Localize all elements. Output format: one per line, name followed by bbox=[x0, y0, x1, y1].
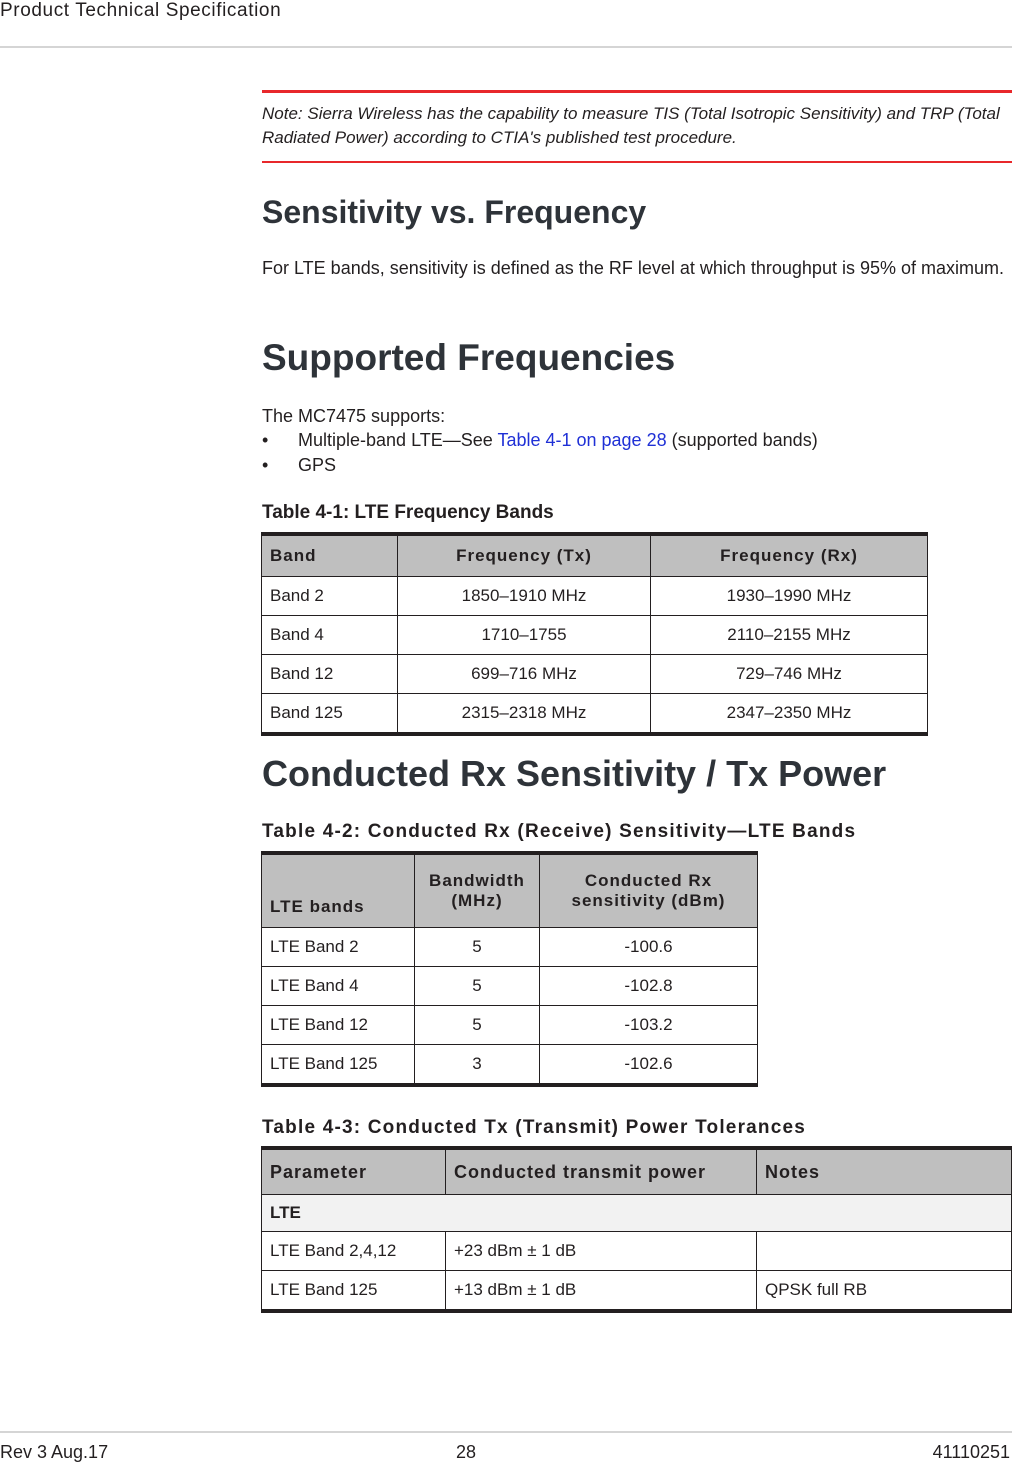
table-4-2-caption: Table 4-2: Conducted Rx (Receive) Sensitivity—LTE Bands bbox=[262, 821, 857, 842]
cell-rx-sensitivity: -102.6 bbox=[540, 1045, 758, 1086]
table-row bbox=[262, 1045, 758, 1086]
lte-frequency-bands-table bbox=[261, 532, 928, 736]
cell-band: Band 2 bbox=[262, 577, 398, 616]
cell-notes: QPSK full RB bbox=[757, 1271, 1012, 1312]
cell-rx-sensitivity: -102.8 bbox=[540, 967, 758, 1006]
note-text: Note: Sierra Wireless has the capability to measure TIS (Total Isotropic Sensitivity) and TRP (Total Radiated Power) according to CTIA's published test procedure. bbox=[262, 104, 1000, 147]
table-row bbox=[262, 928, 758, 967]
header-rule bbox=[0, 46, 1012, 48]
conducted-tx-power-table bbox=[261, 1146, 1012, 1313]
cell-frequency-rx: 729–746 MHz bbox=[651, 655, 928, 694]
cell-lte-band: LTE Band 2 bbox=[262, 928, 415, 967]
cell-band: Band 4 bbox=[262, 616, 398, 655]
cell-bandwidth: 5 bbox=[415, 928, 540, 967]
cell-lte-band: LTE Band 125 bbox=[262, 1045, 415, 1086]
cell-lte-band: LTE Band 4 bbox=[262, 967, 415, 1006]
sensitivity-paragraph: For LTE bands, sensitivity is defined as the RF level at which throughput is 95% of maximum. bbox=[262, 258, 1004, 278]
cell-parameter: LTE Band 2,4,12 bbox=[262, 1232, 446, 1271]
col-header-transmit-power: Conducted transmit power bbox=[446, 1148, 757, 1195]
footer-doc-number: 41110251 bbox=[932, 1442, 1010, 1462]
table-row bbox=[262, 1271, 1012, 1312]
table-group-row bbox=[262, 1195, 1012, 1232]
table-row bbox=[262, 1006, 758, 1045]
table-row bbox=[262, 577, 928, 616]
cell-rx-sensitivity: -103.2 bbox=[540, 1006, 758, 1045]
cell-frequency-rx: 1930–1990 MHz bbox=[651, 577, 928, 616]
col-header-notes: Notes bbox=[757, 1148, 1012, 1195]
conducted-rx-sensitivity-table bbox=[261, 851, 758, 1087]
heading-supported-frequencies: Supported Frequencies bbox=[262, 337, 676, 378]
note-top-rule bbox=[262, 90, 1012, 93]
table-4-3-caption: Table 4-3: Conducted Tx (Transmit) Power Tolerances bbox=[262, 1117, 807, 1138]
cell-bandwidth: 5 bbox=[415, 1006, 540, 1045]
cell-parameter: LTE Band 125 bbox=[262, 1271, 446, 1312]
cell-transmit-power: +23 dBm ± 1 dB bbox=[446, 1232, 757, 1271]
heading-sensitivity-vs-frequency: Sensitivity vs. Frequency bbox=[262, 194, 647, 230]
running-header: Product Technical Specification bbox=[0, 0, 282, 21]
cell-frequency-tx: 1710–1755 bbox=[398, 616, 651, 655]
bullet-item-gps: GPS bbox=[298, 455, 337, 475]
bullet-item-lte bbox=[298, 430, 818, 451]
bullet-glyph: • bbox=[262, 455, 269, 475]
cell-frequency-tx: 1850–1910 MHz bbox=[398, 577, 651, 616]
table-row bbox=[262, 967, 758, 1006]
col-header-lte-bands: LTE bands bbox=[262, 853, 415, 928]
footer-revision: Rev 3 Aug.17 bbox=[0, 1442, 109, 1462]
note-bottom-rule bbox=[262, 161, 1012, 163]
cell-frequency-rx: 2347–2350 MHz bbox=[651, 694, 928, 735]
footer-page-number: 28 bbox=[456, 1442, 477, 1462]
bullet-lte-suffix: (supported bands) bbox=[666, 430, 818, 450]
table-row bbox=[262, 1232, 1012, 1271]
cell-frequency-tx: 699–716 MHz bbox=[398, 655, 651, 694]
col-header-parameter: Parameter bbox=[262, 1148, 446, 1195]
cell-bandwidth: 5 bbox=[415, 967, 540, 1006]
table-row bbox=[262, 694, 928, 735]
bullet-lte-text: Multiple-band LTE—See bbox=[298, 430, 498, 450]
cell-rx-sensitivity: -100.6 bbox=[540, 928, 758, 967]
cell-frequency-tx: 2315–2318 MHz bbox=[398, 694, 651, 735]
bullet-glyph: • bbox=[262, 430, 269, 450]
table-4-1-caption: Table 4-1: LTE Frequency Bands bbox=[262, 502, 554, 523]
cell-bandwidth: 3 bbox=[415, 1045, 540, 1086]
group-label-lte: LTE bbox=[262, 1195, 1012, 1232]
cell-band: Band 125 bbox=[262, 694, 398, 735]
col-header-frequency-rx: Frequency (Rx) bbox=[651, 534, 928, 577]
cell-frequency-rx: 2110–2155 MHz bbox=[651, 616, 928, 655]
heading-conducted-rx-tx: Conducted Rx Sensitivity / Tx Power bbox=[262, 753, 887, 794]
col-header-frequency-tx: Frequency (Tx) bbox=[398, 534, 651, 577]
table-4-1-link[interactable]: Table 4-1 on page 28 bbox=[497, 430, 667, 450]
col-header-rx-sensitivity: Conducted Rx sensitivity (dBm) bbox=[540, 853, 758, 928]
col-header-bandwidth: Bandwidth (MHz) bbox=[415, 853, 540, 928]
table-row bbox=[262, 655, 928, 694]
cell-notes bbox=[757, 1232, 1012, 1271]
footer-rule bbox=[0, 1431, 1012, 1433]
cell-transmit-power: +13 dBm ± 1 dB bbox=[446, 1271, 757, 1312]
cell-lte-band: LTE Band 12 bbox=[262, 1006, 415, 1045]
cell-band: Band 12 bbox=[262, 655, 398, 694]
table-row bbox=[262, 616, 928, 655]
supports-intro: The MC7475 supports: bbox=[262, 406, 446, 426]
col-header-band: Band bbox=[262, 534, 398, 577]
